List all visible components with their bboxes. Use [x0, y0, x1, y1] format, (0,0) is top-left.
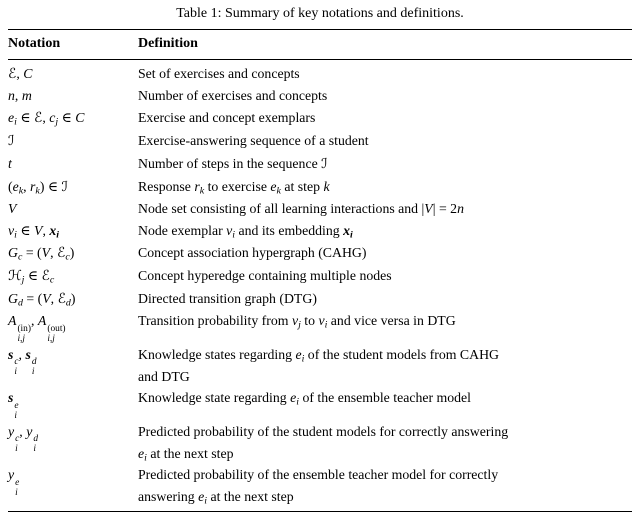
notation-cell: y e i [8, 467, 20, 498]
definition-cell: Knowledge states regarding $e_i$ of the student models from CAHG and DTG [138, 346, 500, 384]
notation-cell: $v_i$ ∈ V, $x_i$ [8, 223, 60, 241]
definition-cell: Concept association hypergraph (CAHG) [138, 244, 367, 260]
notation-cell: A (in) i,j , A (out) i,j [8, 313, 66, 344]
table-row [8, 288, 632, 311]
definition-cell: Directed transition graph (DTG) [138, 290, 317, 306]
table-row [8, 153, 632, 176]
table-row [8, 310, 632, 343]
notation-cell: $G_c = (V$, ℰ$_c$) [8, 244, 75, 263]
definition-cell: Number of exercises and concepts [138, 88, 328, 104]
notation-cell: ℐ [8, 132, 15, 149]
definition-cell: Concept hyperedge containing multiple nodes [138, 267, 392, 283]
definition-cell: Knowledge state regarding $e_i$ of the ensemble teacher model [138, 390, 472, 408]
notation-cell: $G_d = (V$, ℰ$_d$) [8, 290, 76, 309]
table-body [8, 59, 632, 511]
definition-cell: Transition probability from $v_j$ to $v_i$ and vice versa in DTG [138, 313, 456, 331]
notation-cell: $e_i$ ∈ ℰ, $c_j$ ∈ C [8, 110, 85, 128]
definition-cell: Node set consisting of all learning interactions and |V| = 2n [138, 201, 464, 217]
definition-cell: Exercise and concept exemplars [138, 110, 316, 126]
definition-cell: Node exemplar $v_i$ and its embedding $x_i$ [138, 223, 353, 241]
notation-cell: ℋ$_j$ ∈ ℰ$_c$ [8, 267, 55, 286]
table-row [8, 421, 632, 465]
table-row [8, 387, 632, 420]
notation-cell: V [8, 201, 17, 217]
notation-cell: t [8, 155, 12, 171]
table-row [8, 85, 632, 107]
table-row [8, 198, 632, 220]
table-row [8, 130, 632, 153]
header-definition: Definition [138, 29, 632, 59]
notation-cell: ($e_k$, $r_k$) ∈ ℐ [8, 178, 69, 197]
definition-cell: Set of exercises and concepts [138, 65, 300, 81]
table-row [8, 464, 632, 511]
table-row [8, 220, 632, 242]
table-row [8, 59, 632, 85]
table-row [8, 344, 632, 388]
table-row [8, 107, 632, 130]
notation-cell: y c i , y d i [8, 423, 39, 455]
notation-cell: ℰ, C [8, 65, 33, 82]
definition-cell: Exercise-answering sequence of a student [138, 132, 369, 148]
header-notation: Notation [8, 29, 138, 59]
definition-cell: Predicted probability of the student models for correctly answering $e_i$ at the next step [138, 423, 509, 464]
notation-cell: s e i [8, 390, 19, 421]
table-caption: Table 1: Summary of key notations and definitions. [176, 6, 464, 21]
header-row [8, 29, 632, 59]
notation-table [8, 29, 632, 512]
definition-cell: Response $r_k$ to exercise $e_k$ at step k [138, 178, 330, 197]
table-row [8, 242, 632, 265]
notation-cell: s c i , s d i [8, 346, 37, 378]
definition-cell: Number of steps in the sequence ℐ [138, 155, 328, 172]
table-row [8, 265, 632, 288]
definition-cell: Predicted probability of the ensemble teacher model for correctly answering $e_i$ at the next step [138, 467, 499, 507]
table-row [8, 176, 632, 199]
table-header [8, 29, 632, 59]
notation-cell: n, m [8, 88, 32, 104]
